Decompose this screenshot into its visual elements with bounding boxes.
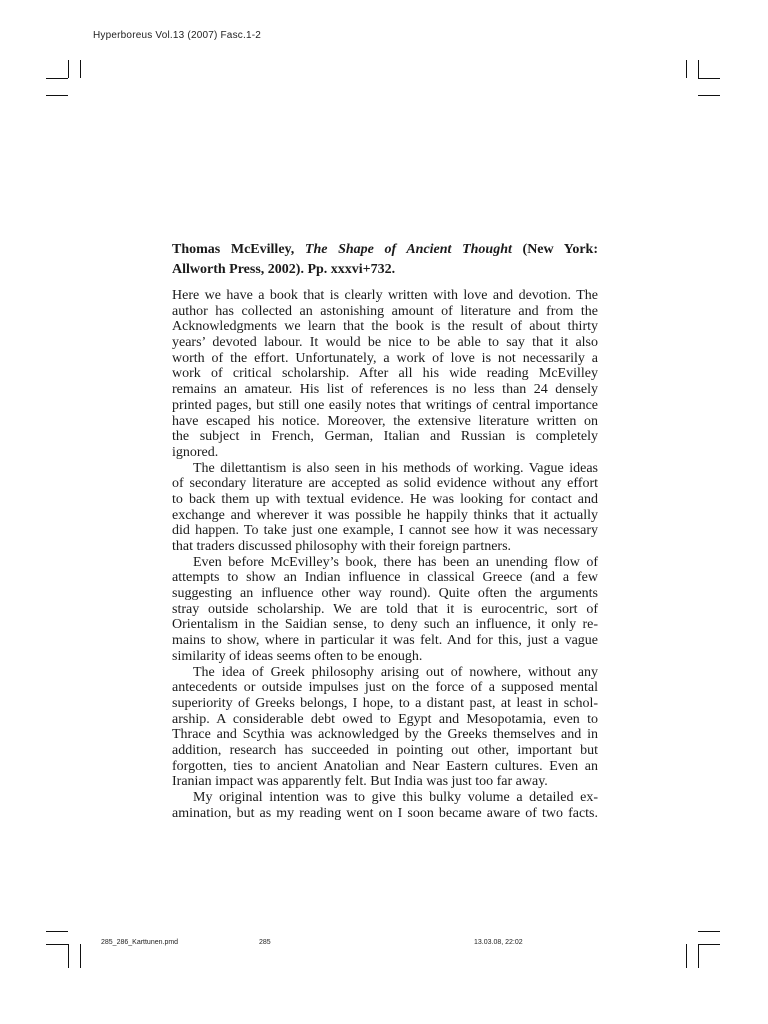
book-title-italic: The Shape of Ancient Thought [304,242,512,257]
footer-datetime: 13.03.08, 22:02 [474,939,523,946]
crop-mark [698,78,720,79]
text-line: author has collected an astonishing amount of literature and from the [172,303,598,319]
crop-mark [46,78,68,79]
text-line: attempts to show an Indian influence in classical Greece (and a few [172,570,598,586]
text-line: The dilettantism is also seen in his methods of working. Vague ideas [193,460,598,476]
crop-mark [80,944,81,968]
crop-mark [68,944,69,968]
text-line: remains an amateur. His list of references is no less than 24 densely [172,382,598,398]
text-line: antecedents or outside impulses just on the force of a supposed mental [172,680,598,696]
text-line: did happen. To take just one example, I cannot see how it was necessary [172,523,598,539]
text-line: Acknowledgments we learn that the book is the result of about thirty [172,319,598,335]
crop-mark [698,944,720,945]
text-line: Iranian impact was apparently felt. But India was just too far away. [172,774,548,790]
crop-mark [698,95,720,96]
text-line: Here we have a book that is clearly written with love and devotion. The [172,288,598,303]
text-line: work of critical scholarship. After all his wide reading McEvilley [172,366,598,382]
text-line: the subject in French, German, Italian and Russian is completely [172,429,598,445]
footer-filename: 285_286_Karttunen.pmd [101,939,179,946]
text-line: worth of the effort. Unfortunately, a work of love is not necessarily a [172,350,598,366]
review-title-line: Thomas McEvilley, The Shape of Ancient Thought (New York: [172,242,598,257]
text-line: Orientalism in the Saidian sense, to deny such an influence, it only re- [172,617,598,633]
text-line: that traders discussed philosophy with their foreign partners. [172,539,512,554]
text-line: Thrace and Scythia was acknowledged by the Greeks themselves and in [172,727,598,743]
review-title [172,240,598,280]
text-line: exchange and wherever it was possible he happily thinks that it actually [172,507,598,523]
review-body [172,288,598,821]
text-line: similarity of ideas seems often to be enough. [172,648,423,664]
text-line: amination, but as my reading went on I soon became aware of two facts. [172,805,598,821]
running-header: Hyperboreus Vol.13 (2007) Fasc.1-2 [93,30,261,41]
text-line: stray outside scholarship. We are told that it is eurocentric, sort of [172,601,598,617]
text-line: to back them up with textual evidence. He was looking for contact and [172,491,598,507]
crop-mark [46,95,68,96]
crop-mark [698,944,699,968]
text-line: superiority of Greeks belongs, I hope, to a distant past, at least in schol- [172,695,598,711]
crop-mark [68,60,69,78]
crop-mark [686,60,687,78]
text-line: My original intention was to give this bulky volume a detailed ex- [193,790,598,805]
text-line: arship. A considerable debt owed to Egypt and Mesopotamia, even to [172,711,598,727]
crop-mark [46,931,68,932]
crop-mark [698,60,699,78]
crop-mark [698,931,720,932]
crop-mark [46,944,68,945]
text-line: printed pages, but still one easily notes that writings of central importance [172,397,598,413]
text-line: forgotten, ties to ancient Anatolian and Near Eastern cultures. Even an [172,758,598,774]
text-line: Even before McEvilley’s book, there has been an unending flow of [193,554,598,570]
review-title-line: Allworth Press, 2002). Pp. xxxvi+732. [172,262,396,277]
text-line: suggesting an influence other way round). Quite often the arguments [172,586,598,602]
text-line: mains to show, where in particular it was felt. And for this, just a vague [172,633,598,649]
footer-page-number: 285 [259,939,271,946]
crop-mark [80,60,81,78]
text-line: have escaped his notice. Moreover, the extensive literature written on [172,413,598,429]
text-line: The idea of Greek philosophy arising out of nowhere, without any [193,664,598,680]
crop-mark [686,944,687,968]
text-line: of secondary literature are accepted as solid evidence without any effort [172,476,598,492]
text-line: years’ devoted labour. It would be nice to be able to say that it also [172,335,598,351]
text-line: addition, research has succeeded in pointing out other, important but [172,742,598,758]
text-line: ignored. [172,444,219,460]
